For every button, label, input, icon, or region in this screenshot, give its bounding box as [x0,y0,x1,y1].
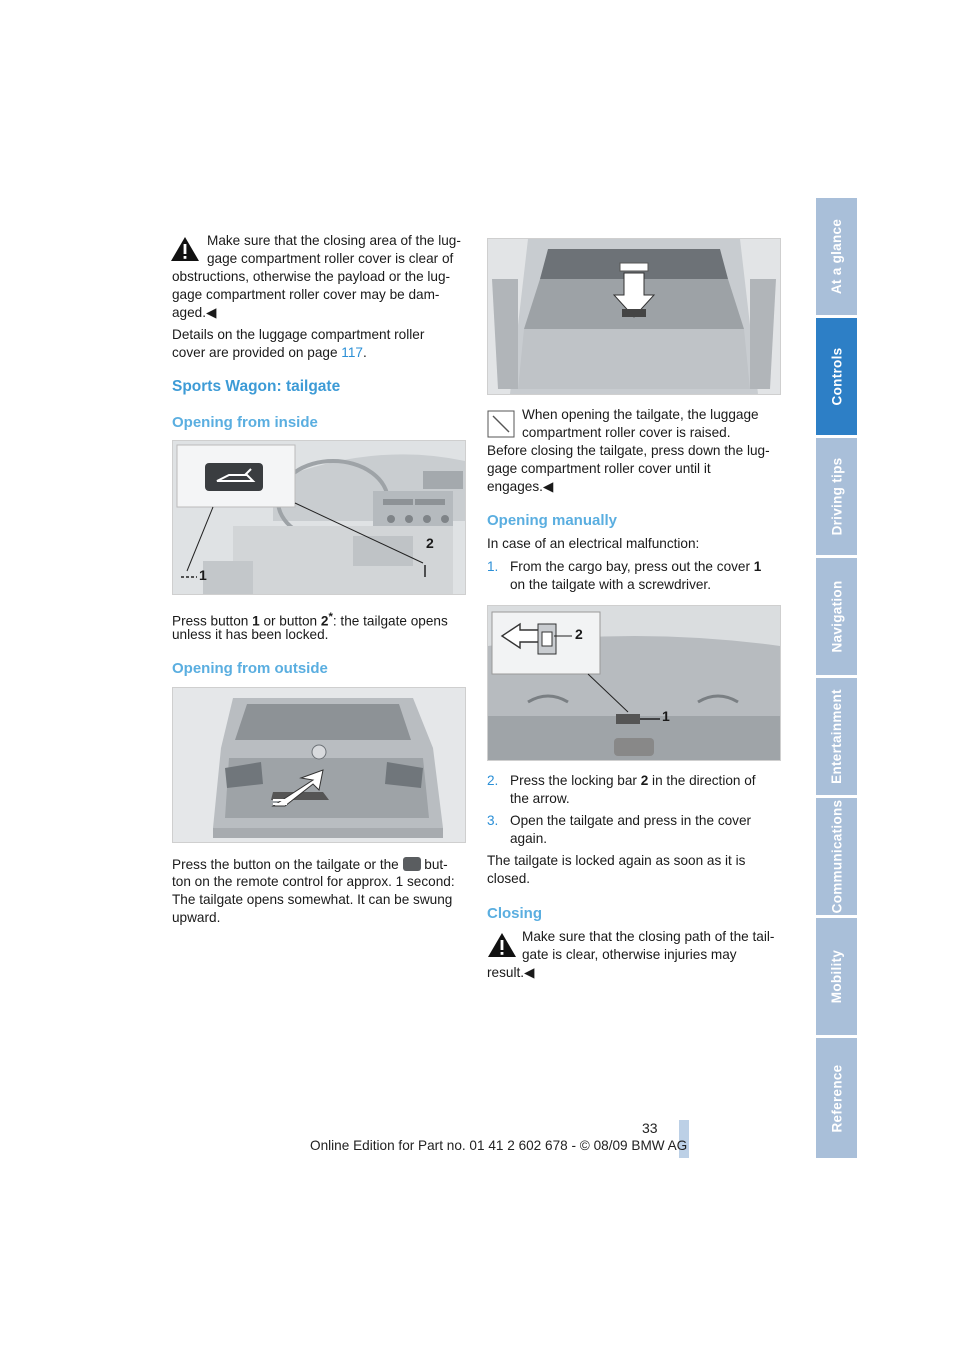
step-1 [487,558,498,576]
callout-1: 1 [662,708,670,724]
closing-warning-text: gate is clear, otherwise injuries may [522,947,737,962]
note-text-line: compartment roller cover is raised. [522,425,731,440]
details-text: Details on the luggage compartment roller [172,327,425,342]
sidebar-tab-controls[interactable] [816,318,857,435]
warning-text-line: gage compartment roller cover is clear of [207,251,454,266]
locked-text: The tailgate is locked again as soon as it is [487,853,746,868]
callout-2: 2 [575,626,583,642]
interior-illustration [173,441,465,594]
sidebar-tab-navigation[interactable] [816,558,857,675]
tailgate-cover-figure [487,605,781,761]
sidebar-tab-label: Driving tips [829,457,845,536]
sidebar-tab-label: Entertainment [829,689,845,784]
closing-warning-text: Make sure that the closing path of the tail- [522,929,775,944]
note-text-line: engages.◀ [487,479,554,494]
note-icon [487,410,515,438]
warning-text-line: gage compartment roller cover may be dam- [172,287,440,302]
locking-bar-ref-2: 2 [640,773,649,788]
text-fragment: From the cargo bay, press out the cover [510,559,754,574]
step-2 [487,772,498,790]
warning-triangle-icon [487,932,517,958]
callout-1: 1 [199,567,207,583]
subsection-title-manual: Opening manually [487,512,618,529]
outside-text: upward. [172,910,221,925]
button-ref-1: 1 [252,613,260,629]
inside-text: unless it has been locked. [172,627,329,642]
details-text-prefix: cover are provided on page [172,345,342,360]
warning-triangle-icon [170,236,200,262]
note-text-line: When opening the tailgate, the luggage [522,407,759,422]
tailgate-cover-illustration [488,606,780,760]
sidebar-tab-label: Communications [829,799,844,914]
text-fragment: Press the button on the tailgate or the [172,857,399,872]
manual-intro: In case of an electrical malfunction: [487,536,700,551]
text-fragment: but- [424,857,448,872]
outside-text: ton on the remote control for approx. 1 second: [172,874,455,889]
step-3-text: Open the tailgate and press in the cover [510,813,752,828]
details-text-suffix: . [362,345,367,360]
sidebar-tab-label: Mobility [829,949,844,1004]
text-fragment: Press the locking bar [510,773,641,788]
subsection-title-closing: Closing [487,905,542,922]
note-text-line: Before closing the tailgate, press down the lug- [487,443,770,458]
closing-warning-text: result.◀ [487,965,535,980]
tailgate-illustration [173,688,465,842]
page-number: 33 [642,1120,658,1136]
step-1-text: on the tailgate with a screwdriver. [510,577,711,592]
sidebar-tab-label: Reference [829,1064,844,1132]
cargo-cover-figure [487,238,781,395]
outside-text: The tailgate opens somewhat. It can be swung [172,892,453,907]
step-1-text [510,558,761,576]
step-3-text: again. [510,831,548,846]
sidebar-tab-mobility[interactable] [816,918,857,1035]
callout-2: 2 [426,535,434,551]
step-2-text: the arrow. [510,791,570,806]
step-number: 3. [487,813,499,828]
tailgate-exterior-figure [172,687,466,843]
sidebar-tab-communications[interactable] [816,798,857,915]
note-text-line: gage compartment roller cover until it [487,461,711,476]
text-fragment: in the direction of [648,773,756,788]
outside-text [172,855,448,874]
step-number: 2. [487,773,499,788]
subsection-title-inside: Opening from inside [172,414,318,431]
cargo-cover-illustration [488,239,780,394]
details-text [172,344,367,362]
text-fragment: Press button [172,613,253,629]
step-2-text [510,772,756,790]
page-link-117[interactable]: 117 [341,345,363,360]
text-fragment: : the tailgate opens [332,613,448,629]
sidebar-tab-driving-tips[interactable] [816,438,857,555]
cover-ref-1: 1 [753,559,762,574]
locked-text: closed. [487,871,531,886]
edition-info: Online Edition for Part no. 01 41 2 602 678 - © 08/09 BMW AG [310,1138,688,1153]
warning-text-line: Make sure that the closing area of the lug- [207,233,461,248]
sidebar-tab-label: Controls [829,347,844,406]
optional-star: * [328,611,333,623]
sidebar-tab-entertainment[interactable] [816,678,857,795]
subsection-title-outside: Opening from outside [172,660,328,677]
remote-tailgate-button-icon [403,857,421,871]
sidebar-tab-at-a-glance[interactable] [816,198,857,315]
interior-dashboard-figure [172,440,466,595]
sidebar-tab-reference[interactable] [816,1038,857,1158]
button-ref-2: 2 [320,613,329,629]
sidebar-tab-label: At a glance [829,218,845,295]
sidebar-tab-label: Navigation [829,580,845,653]
warning-text-line: aged.◀ [172,305,217,320]
step-3 [487,812,498,830]
section-title: Sports Wagon: tailgate [172,378,341,395]
step-number: 1. [487,559,499,574]
warning-text-line: obstructions, otherwise the payload or the lug- [172,269,451,284]
text-fragment: or button [259,613,321,629]
